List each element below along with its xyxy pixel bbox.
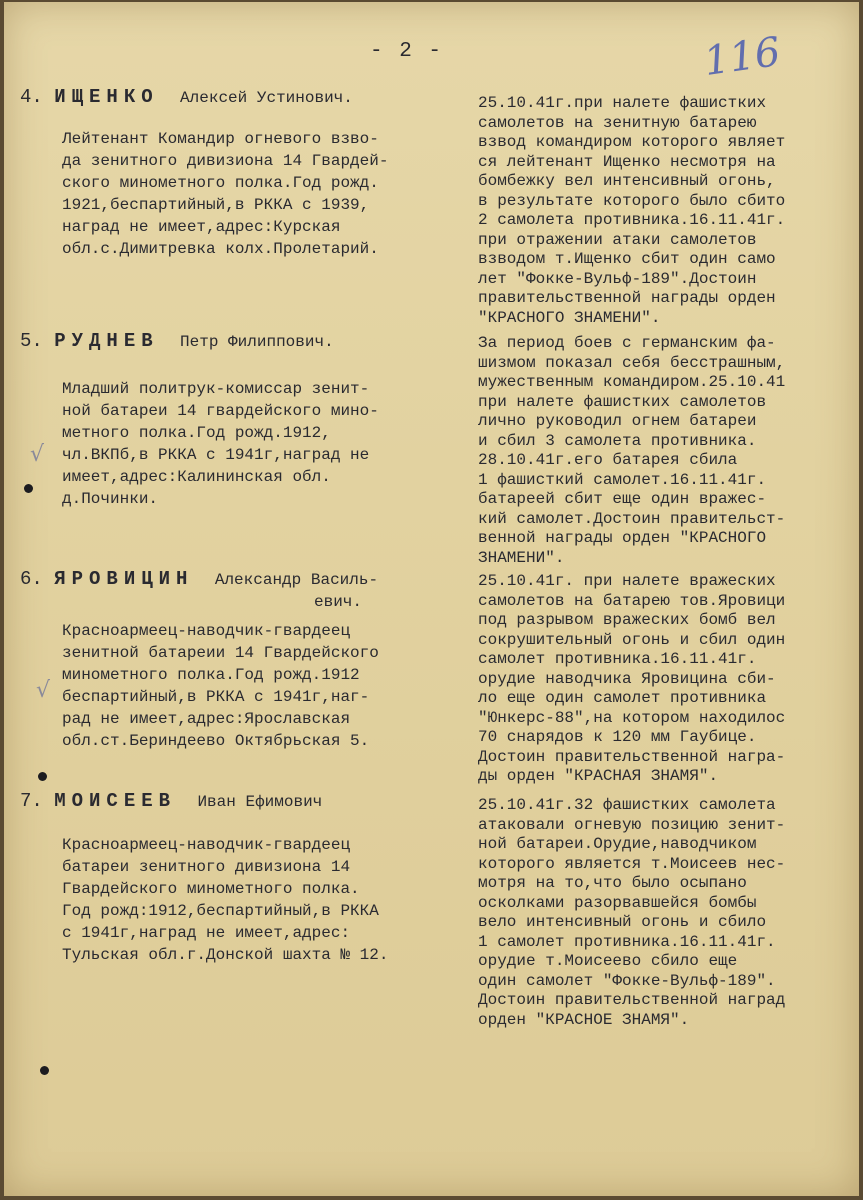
entry-details: [62, 378, 462, 510]
feat-line: 70 снарядов к 120 мм Гаубице.: [478, 728, 757, 746]
details-line: 1921,беспартийный,в РККА с 1939,: [62, 196, 370, 214]
entry-header: [20, 568, 378, 590]
details-line: с 1941г,наград не имеет,адрес:: [62, 924, 351, 942]
feat-line: Достоин правительственной награ-: [478, 747, 786, 766]
page-number: - 2 -: [370, 40, 444, 63]
feat-line: лично руководил огнем батареи: [478, 412, 757, 430]
entry-number: 5.: [20, 330, 43, 352]
document-page: [4, 2, 859, 1196]
pencil-check-mark: √: [36, 678, 51, 703]
entry-header: [20, 330, 334, 352]
entry-header: [20, 86, 353, 108]
feat-line: под разрывом вражеских бомб вел: [478, 611, 776, 629]
feat-line: батареей сбит еще один вражес-: [478, 490, 767, 508]
feat-line: "КРАСНОГО ЗНАМЕНИ".: [478, 308, 661, 327]
details-line: беспартийный,в РККА с 1941г,наг-: [62, 688, 370, 706]
entry-number: 4.: [20, 86, 43, 108]
feat-line: взводом т.Ищенко сбит один само: [478, 250, 776, 268]
feat-line: самолетов на батарею тов.Яровици: [478, 591, 786, 610]
pencil-check-mark: √: [30, 442, 45, 467]
feat-line: самолетов на зенитную батарею: [478, 113, 757, 132]
feat-line: 25.10.41г.при налете фашистких: [478, 94, 767, 112]
feat-line: За период боев с германским фа-: [478, 334, 776, 352]
feat-line: кий самолет.Достоин правительст-: [478, 509, 786, 528]
entry-feat-description: [478, 334, 853, 568]
entry-given-names: Петр Филиппович.: [180, 333, 334, 351]
details-line: рад не имеет,адрес:Ярославская: [62, 710, 351, 728]
details-line: минометного полка.Год рожд.1912: [62, 666, 360, 684]
details-line: да зенитного дивизиона 14 Гвардей-: [62, 152, 389, 170]
details-line: чл.ВКПб,в РККА с 1941г,наград не: [62, 446, 370, 464]
details-line: имеет,адрес:Калининская обл.: [62, 468, 331, 486]
feat-line: при отражении атаки самолетов: [478, 230, 757, 249]
entry-details: [62, 128, 462, 260]
details-line: обл.ст.Бериндеево Октябрьская 5.: [62, 732, 370, 750]
feat-line: 1 фашисткий самолет.16.11.41г.: [478, 470, 767, 489]
ink-blot: [24, 484, 33, 493]
entry-surname: ЯРОВИЦИН: [54, 568, 194, 590]
details-line: Гвардейского минометного полка.: [62, 880, 360, 898]
details-line: Лейтенант Командир огневого взво-: [62, 130, 379, 148]
feat-line: 2 самолета противника.16.11.41г.: [478, 211, 786, 229]
feat-line: венной награды орден "КРАСНОГО: [478, 529, 767, 547]
ink-blot: [40, 1066, 49, 1075]
feat-line: атаковали огневую позицию зенит-: [478, 815, 786, 834]
entry-given-names-cont: евич.: [314, 593, 363, 611]
entry-feat-description: [478, 572, 853, 787]
feat-line: ды орден "КРАСНАЯ ЗНАМЯ".: [478, 767, 719, 785]
feat-line: "Юнкерс-88",на котором находилос: [478, 708, 786, 727]
feat-line: бомбежку вел интенсивный огонь,: [478, 172, 776, 190]
details-line: наград не имеет,адрес:Курская: [62, 218, 341, 236]
feat-line: мотря на то,что было осыпано: [478, 874, 747, 892]
feat-line: ло еще один самолет противника: [478, 689, 767, 707]
entry-surname: МОИСЕЕВ: [54, 790, 177, 812]
entry-given-names: Александр Василь-: [214, 571, 379, 589]
details-line: д.Починки.: [62, 490, 159, 508]
feat-line: ной батареи.Орудие,наводчиком: [478, 835, 757, 853]
feat-line: ся лейтенант Ищенко несмотря на: [478, 152, 776, 171]
entry-feat-description: [478, 796, 853, 1030]
entry-surname: ИЩЕНКО: [54, 86, 159, 108]
feat-line: самолет противника.16.11.41г.: [478, 650, 757, 668]
feat-line: 25.10.41г.32 фашистких самолета: [478, 796, 776, 814]
entry-details: [62, 620, 462, 752]
details-line: ского минометного полка.Год рожд.: [62, 174, 379, 192]
feat-line: орден "КРАСНОЕ ЗНАМЯ".: [478, 1010, 690, 1029]
feat-line: взвод командиром которого являет: [478, 133, 786, 151]
details-line: Тульская обл.г.Донской шахта № 12.: [62, 946, 389, 964]
feat-line: 1 самолет противника.16.11.41г.: [478, 932, 776, 951]
entry-given-names: Алексей Устинович.: [180, 89, 353, 107]
details-line: ной батареи 14 гвардейского мино-: [62, 402, 379, 420]
entry-given-names-continued: [304, 590, 362, 612]
details-line: обл.с.Димитревка колх.Пролетарий.: [62, 240, 379, 258]
feat-line: правительственной награды орден: [478, 289, 776, 307]
details-line: батареи зенитного дивизиона 14: [62, 858, 351, 876]
entry-number: 7.: [20, 790, 43, 812]
details-line: Младший политрук-комиссар зенит-: [62, 380, 370, 398]
details-line: Год рожд:1912,беспартийный,в РККА: [62, 902, 379, 920]
feat-line: которого является т.Моисеев нес-: [478, 854, 786, 873]
feat-line: Достоин правительственной наград: [478, 991, 786, 1009]
details-line: Красноармеец-наводчик-гвардеец: [62, 836, 351, 854]
entry-given-names: Иван Ефимович: [197, 793, 323, 811]
feat-line: вело интенсивный огонь и сбило: [478, 913, 767, 931]
feat-line: сокрушительный огонь и сбил один: [478, 630, 786, 649]
entry-details: [62, 834, 462, 966]
feat-line: лет "Фокке-Вульф-189".Достоин: [478, 269, 757, 288]
feat-line: при налете фашистких самолетов: [478, 392, 767, 411]
feat-line: и сбил 3 самолета противника.: [478, 431, 757, 450]
feat-line: ЗНАМЕНИ".: [478, 548, 565, 567]
entry-surname: РУДНЕВ: [54, 330, 159, 352]
feat-line: шизмом показал себя бесстрашным,: [478, 353, 786, 372]
entry-feat-description: [478, 94, 853, 328]
handwritten-sheet-number: 116: [701, 28, 784, 86]
details-line: зенитной батареии 14 Гвардейского: [62, 644, 379, 662]
details-line: метного полка.Год рожд.1912,: [62, 424, 331, 442]
feat-line: один самолет "Фокке-Вульф-189".: [478, 971, 776, 990]
entry-number: 6.: [20, 568, 43, 590]
feat-line: 25.10.41г. при налете вражеских: [478, 572, 776, 590]
entry-header: [20, 790, 322, 812]
feat-line: орудие наводчика Яровицина сби-: [478, 669, 776, 688]
ink-blot: [38, 772, 47, 781]
feat-line: орудие т.Моисеево сбило еще: [478, 952, 738, 970]
feat-line: 28.10.41г.его батарея сбила: [478, 451, 738, 469]
feat-line: в результате которого было сбито: [478, 191, 786, 210]
feat-line: мужественным командиром.25.10.41: [478, 373, 786, 391]
details-line: Красноармеец-наводчик-гвардеец: [62, 622, 351, 640]
feat-line: осколками разорвавшейся бомбы: [478, 893, 757, 912]
